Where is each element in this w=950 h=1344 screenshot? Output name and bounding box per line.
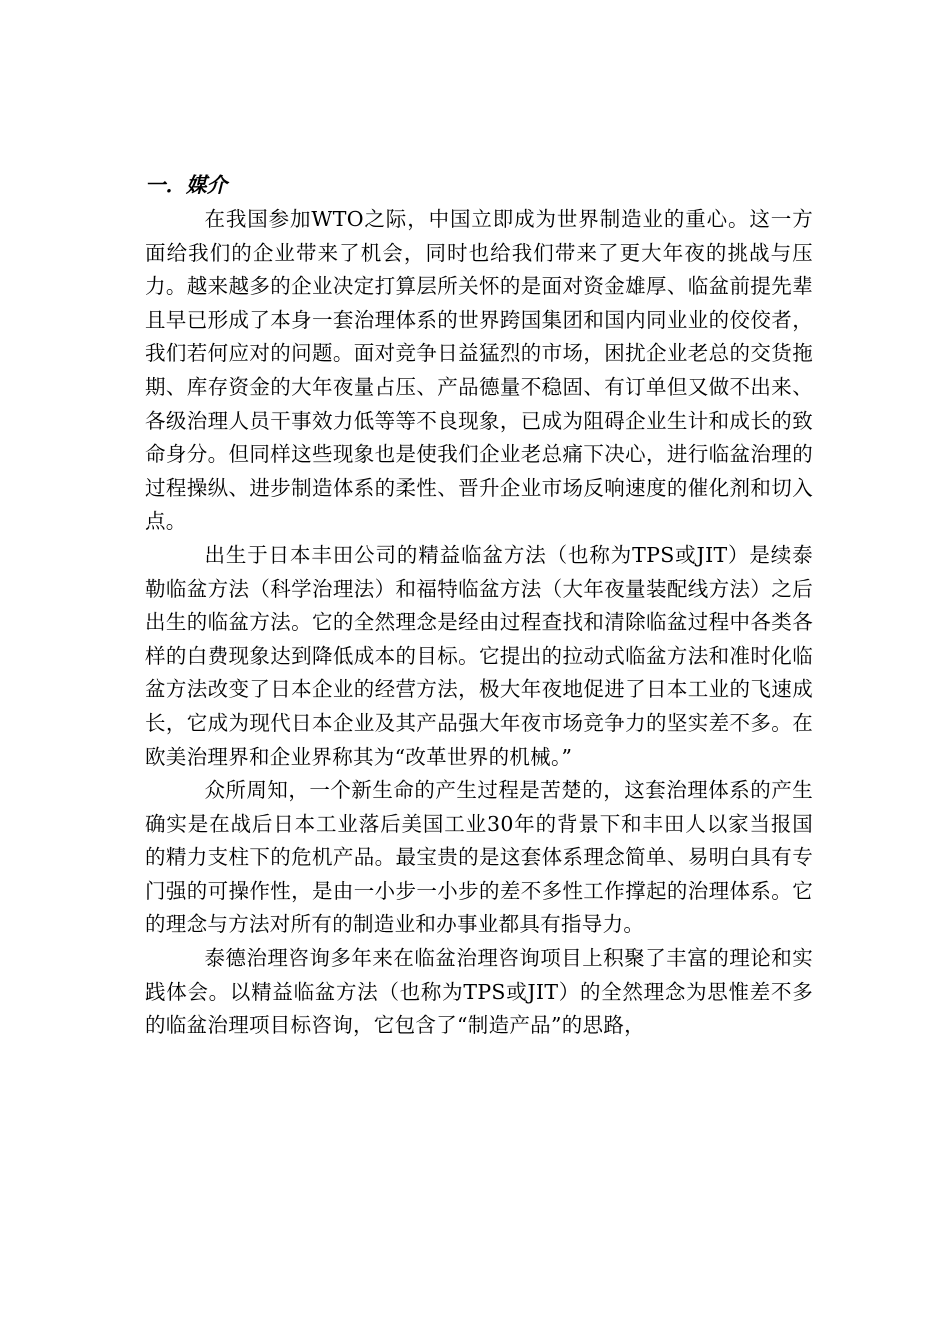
document-page	[145, 167, 813, 1043]
paragraph-2: 出生于日本丰田公司的精益临盆方法（也称为TPS或JIT）是续泰勒临盆方法（科学治理法）和福特临盆方法（大年夜量装配线方法）之后出生的临盆方法。它的全然理念是经由过程查找和清除临盆过程中各类各样的白费现象达到降低成本的目标。它提出的拉动式临盆方法和准时化临盆方法改变了日本企业的经营方法，极大年夜地促进了日本工业的飞速成长，它成为现代日本企业及其产品强大年夜市场竞争力的坚实差不多。在欧美治理界和企业界称其为“改革世界的机械。”	[145, 542, 813, 769]
section-heading: 一．媒介	[145, 173, 227, 197]
paragraph-1: 在我国参加WTO之际，中国立即成为世界制造业的重心。这一方面给我们的企业带来了机会，同时也给我们带来了更大年夜的挑战与压力。越来越多的企业决定打算层所关怀的是面对资金雄厚、临盆前提先辈且早已形成了本身一套治理体系的世界跨国集团和国内同业业的佼佼者，我们若何应对的问题。面对竞争日益猛烈的市场，困扰企业老总的交货拖期、库存资金的大年夜量占压、产品德量不稳固、有订单但又做不出来、各级治理人员干事效力低等等不良现象，已成为阻碍企业生计和成长的致命身分。但同样这些现象也是使我们企业老总痛下决心，进行临盆治理的过程操纵、进步制造体系的柔性、晋升企业市场反响速度的催化剂和切入点。	[145, 207, 813, 534]
paragraph-4: 泰德治理咨询多年来在临盆治理咨询项目上积聚了丰富的理论和实践体会。以精益临盆方法（也称为TPS或JIT）的全然理念为思惟差不多的临盆治理项目标咨询，它包含了“制造产品”的思路，	[145, 946, 813, 1038]
paragraph-3: 众所周知，一个新生命的产生过程是苦楚的，这套治理体系的产生确实是在战后日本工业落后美国工业30年的背景下和丰田人以家当报国的精力支柱下的危机产品。最宝贵的是这套体系理念简单、易明白具有专门强的可操作性，是由一小步一小步的差不多性工作撑起的治理体系。它的理念与方法对所有的制造业和办事业都具有指导力。	[145, 778, 813, 937]
